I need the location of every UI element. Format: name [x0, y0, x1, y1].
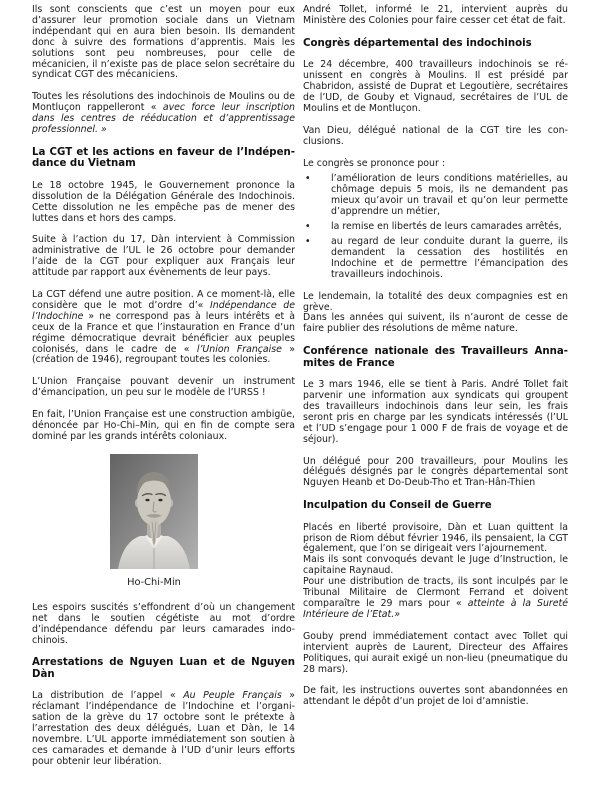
- heading-conference-nationale: Conférence nationale des Travailleurs Annamites de France: [303, 346, 568, 369]
- para-distribution-tracts: Pour une distribution de tracts, ils sont inculpés par le Tribunal Militaire de Clermont Ferrand et doivent comparaître le 29 mars pour « atteinte à la Sureté Intérieure de l’Etat.»: [303, 576, 568, 620]
- demand-item-hostilites: • au regard de leur conduite durant la guerre, ils demandent la cessation des hostilités en Indochine et de permettre l’émancipation des travailleurs indochinois.: [303, 237, 568, 281]
- para-annees-suivantes: Dans les années qui suivent, ils n’auront de cesse de faire publier des résolutions de même nature.: [303, 312, 568, 335]
- left-column: [32, 5, 295, 779]
- para-union-francaise-ambigue: En fait, l’Union Française est une construction ambigüe, dénoncée par Ho-Chi–Min, qui en fin de compte sera dominé par les grands intérêts coloniaux.: [32, 409, 295, 442]
- para-convoques-juge: Mais ils sont convoqués devant le Juge d’Instruction, le capitaine Raynaud.: [303, 554, 568, 577]
- heading-cgt-independance: La CGT et les actions en faveur de l’Indépendance du Vietnam: [32, 146, 295, 170]
- photo-caption: Ho-Chi-Min: [127, 576, 181, 588]
- para-van-dieu: Van Dieu, délégué national de la CGT tire les conclusions.: [303, 124, 568, 147]
- para-union-francaise-urss: L’Union Française pouvant devenir un instrument d’émancipation, un peu sur le modèle de l’URSS !: [32, 376, 295, 399]
- heading-arrestations: Arrestations de Nguyen Luan et de Nguyen Dàn: [32, 657, 295, 680]
- para-andre-tollet: André Tollet, informé le 21, intervient auprès du Ministère des Colonies pour faire cesser cet état de fait.: [303, 4, 568, 26]
- para-delegues-designes: Un délégué pour 200 travailleurs, pour Moulins les délégués désignés par le congrès départemental sont Nguyen Heanb et Do-Deub-Tho et Tran-Hân-Thien: [303, 455, 568, 489]
- para-distribution-appel: La distribution de l’appel « Au Peuple Français » réclamant l’indépendance de l’Indochine et l’organisation de la grève du 17 octobre sont le prétexte à l’arrestation des deux délégués, Luan et Dàn, le 14 novembre. L’UL apporte immédiatement son soutien à ces camarades et demande à l’UD d’unir leurs efforts pour obtenir leur libération.: [32, 690, 296, 767]
- para-congres-intro: Le congrès se prononce pour :: [303, 157, 445, 169]
- para-cgt-position: La CGT défend une autre position. A ce moment-là, elle considère que le mot d’ordre d’« Indépendance de l’Indochine » ne correspond pas à leurs intérêts et à ceux de la France et que l’instauration en France d’un régime démocratique devrait bénéficier aux peuples colonisés, dans le cadre de « l’Union Française » (création de 1946), regroupant toutes les colonies.: [32, 289, 295, 366]
- para-liberte-provisoire: Placés en liberté provisoire, Dàn et Luan quittent la prison de Riom début février 1946, ils pensaient, la CGT également, que l’on se dirigeait vers l’ajournement.: [303, 521, 568, 555]
- para-dissolution-delegation: Le 18 octobre 1945, le Gouvernement prononce la dissolution de la Délégation Générale des Indochinois. Cette dissolution ne les empêche pas de mener des luttes dans et hors des camps.: [32, 179, 295, 224]
- demand-item-liberation: • la remise en libertés de leurs camarades arrêtés,: [303, 222, 568, 233]
- para-instructions-abandonnees: De fait, les instructions ouvertes sont abandonnées en attendant le dépôt d’un projet de loi d’amnistie.: [303, 685, 568, 708]
- para-3-mars-1946: Le 3 mars 1946, elle se tient à Paris. André Tollet fait parvenir une information aux syndicats qui groupent des travailleurs indochinois dans leur sein, les frais seront pris en charge par les syndicats intéressés (l’UL et l’UD s’engage pour 1 000 F de frais de voyage et de séjour).: [303, 379, 568, 445]
- right-column: [303, 5, 568, 719]
- para-dan-commission: Suite à l’action du 17, Dàn intervient à Commission administrative de l’UL le 26 octobre pour demander l’aide de la CGT pour expliquer aux Français leur attitude par rapport aux évènements de leur pays.: [32, 234, 295, 279]
- para-gouby-contact: Gouby prend immédiatement contact avec Tollet qui intervient auprès de Laurent, Directeur des Affaires Politiques, qui aurait exigé un non-lieu (pneumatique du 28 mars).: [303, 630, 568, 675]
- para-lendemain-greve: Le lendemain, la totalité des deux compagnies est en grève.: [303, 290, 568, 313]
- heading-inculpation: Inculpation du Conseil de Guerre: [303, 500, 492, 512]
- congress-demands-list: [303, 174, 568, 280]
- demand-item-conditions: • l’amélioration de leurs conditions matérielles, au chômage depuis 5 mois, ils ne demandent pas mieux qu’avoir un travail et qu’on leur permette d’apprendre un métier,: [303, 174, 568, 218]
- para-resolutions-inscription: Toutes les résolutions des indochinois de Moulins ou de Montluçon rappelleront « avec force leur inscription dans les centres de rééducation et d’apprentissage professionnel. »: [32, 91, 295, 136]
- ho-chi-minh-photo: [110, 454, 198, 569]
- photo-figure: [110, 454, 198, 589]
- para-24-decembre: Le 24 décembre, 400 travailleurs indochinois se réunissent en congrès à Moulins. Il est présidé par Chabridon, assisté de Duprat et Legoutière, secrétaires de l’UD, de Gouby et Vignaud, secrétaires de l’UL de Moulins et de Montluçon.: [303, 59, 568, 114]
- para-espoirs-effondrent: Les espoirs suscités s’effondrent d’où un changement net dans le soutien cégétiste au mot d’ordre d’indépendance défendu par leurs camarades indochinois.: [32, 601, 295, 646]
- heading-congres-departemental: Congrès départemental des indochinois: [303, 37, 532, 49]
- para-promotion-sociale: Ils sont conscients que c’est un moyen pour eux d’assurer leur promotion sociale dans un Vietnam indépendant qui en aura bien besoin. Ils demandent donc à suivre des formations d’apprentis. Mais les solutions sont peu nombreuses, pour celle de mécanicien, il n’existe pas de place selon secrétaire du syndicat CGT des mécaniciens.: [32, 4, 295, 81]
